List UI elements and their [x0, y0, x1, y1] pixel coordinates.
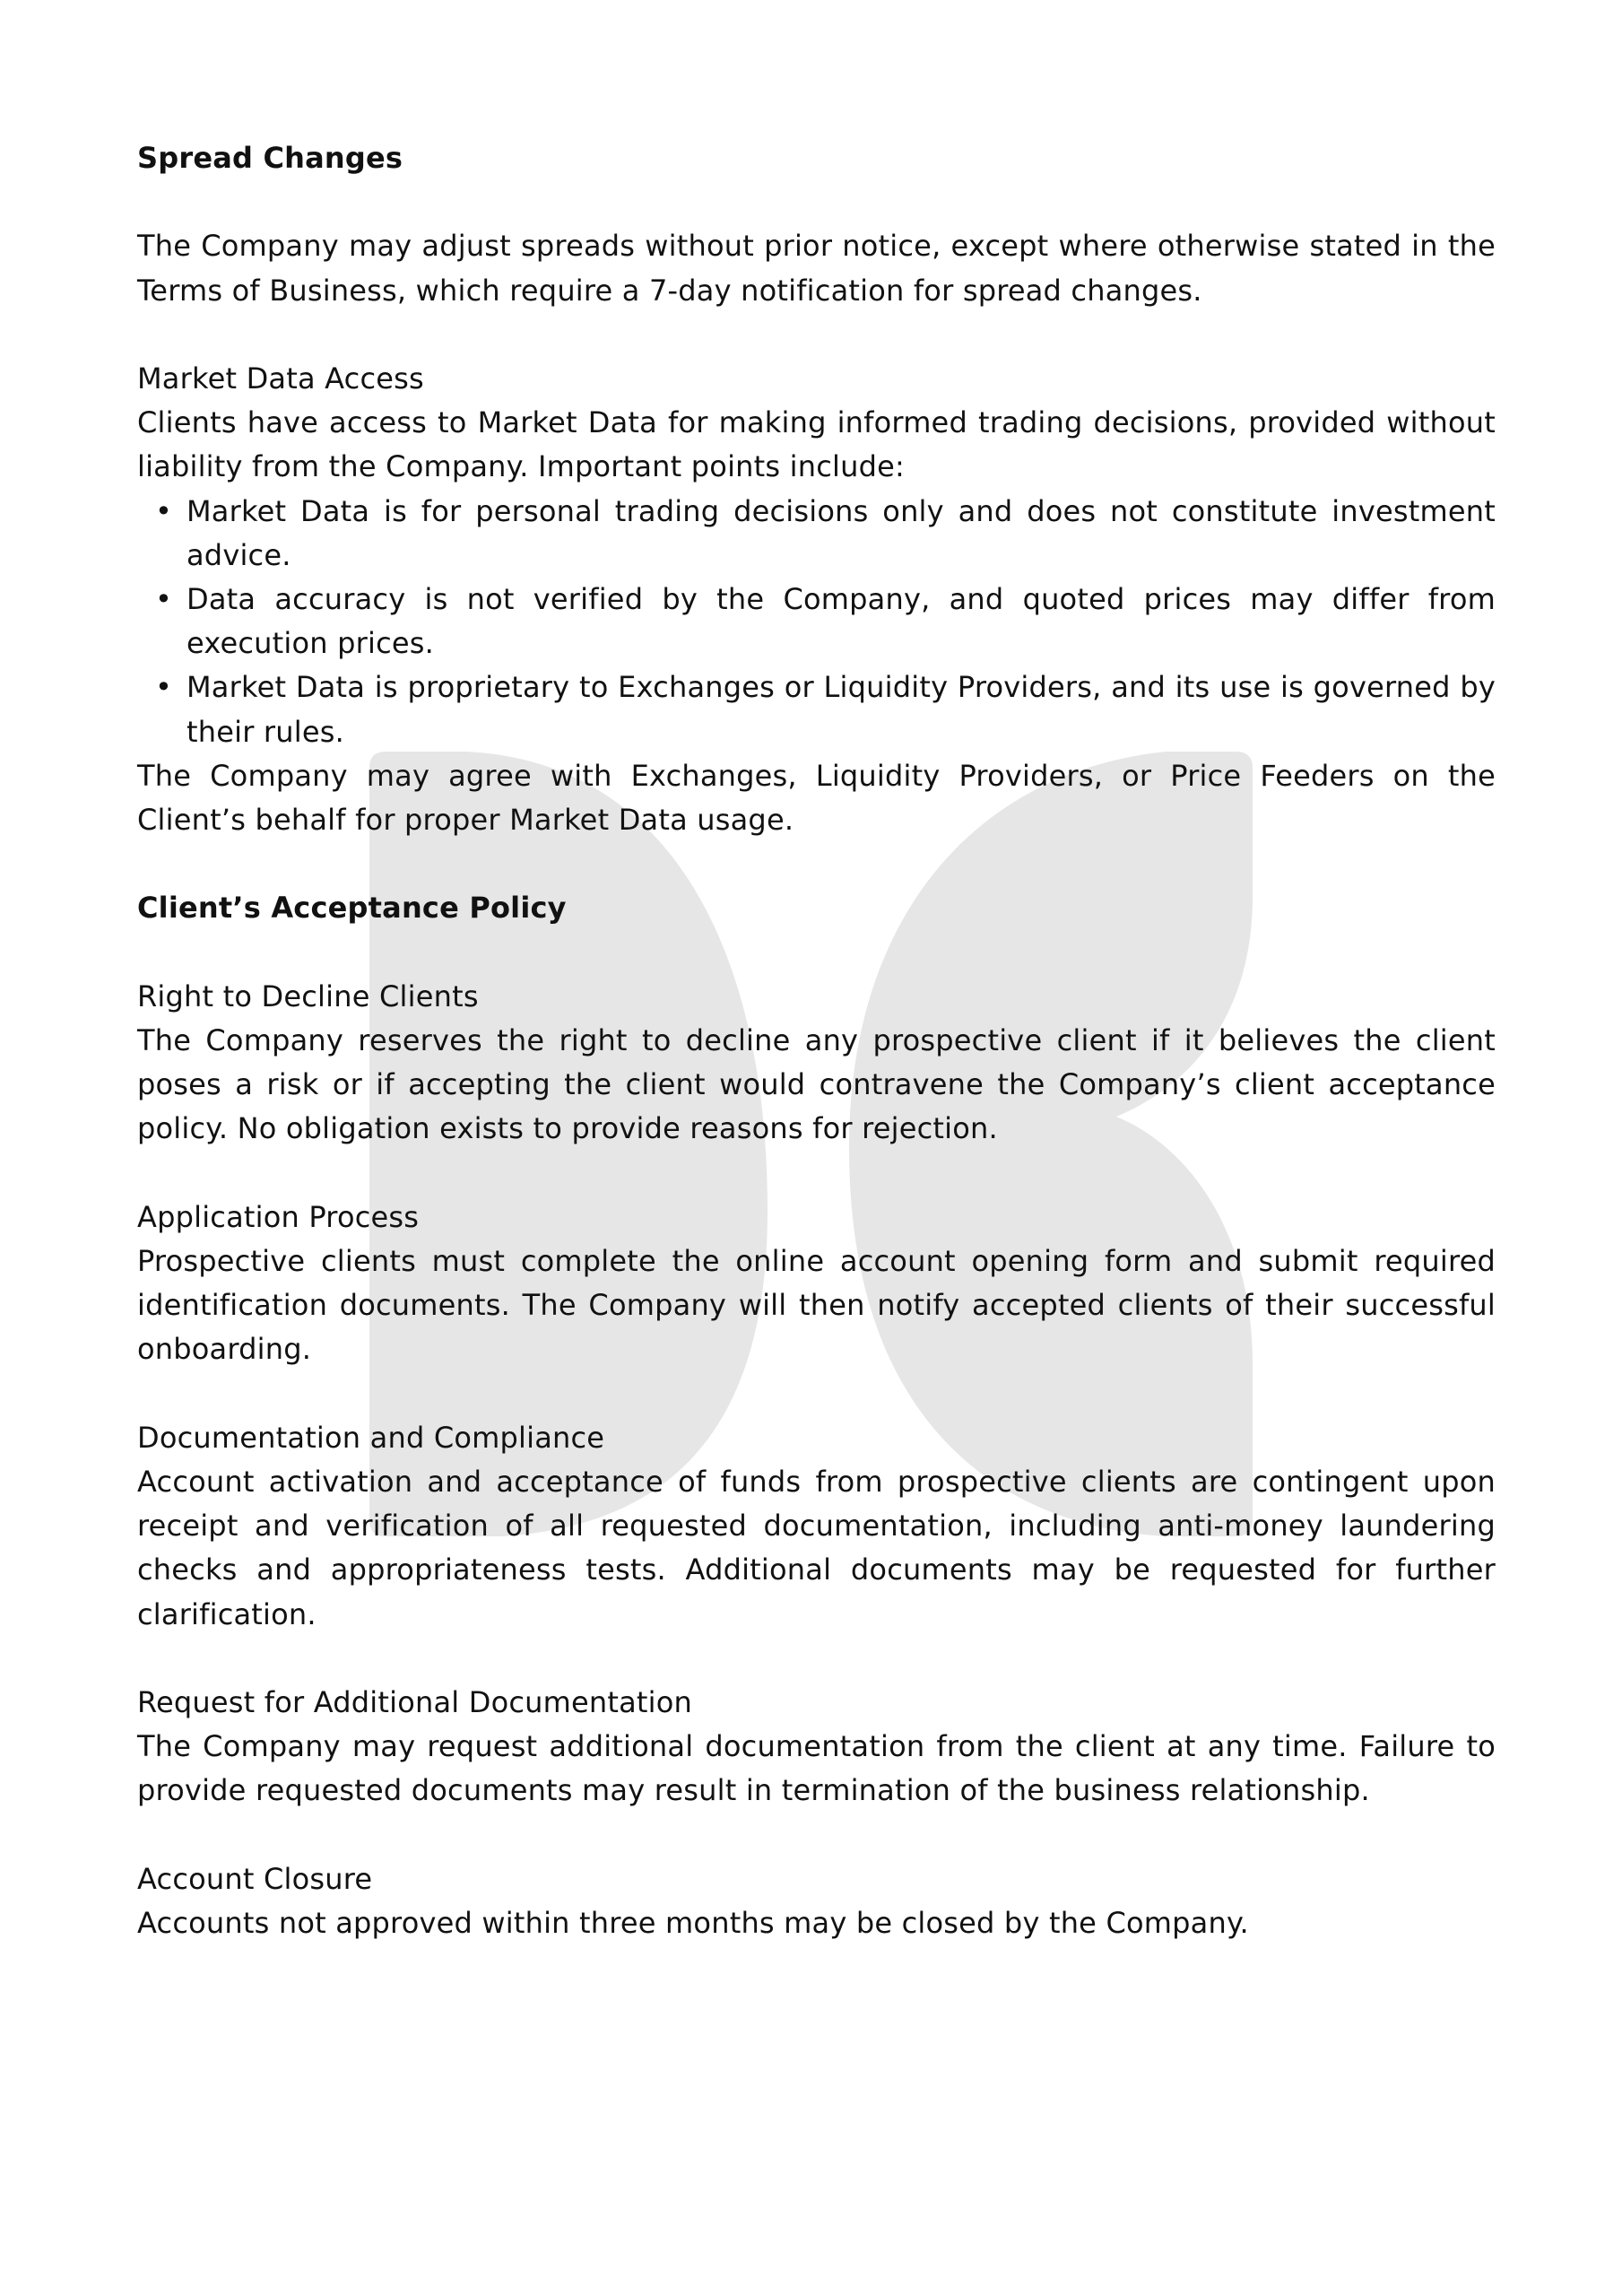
subheading-documentation-compliance: Documentation and Compliance	[137, 1420, 605, 1455]
list-item	[137, 490, 1496, 578]
spacer	[137, 180, 1496, 224]
document-page	[137, 136, 1496, 1945]
section-heading-client-acceptance-policy: Client’s Acceptance Policy	[137, 891, 567, 926]
list-item	[137, 578, 1496, 665]
paragraph-right-to-decline: The Company reserves the right to decline any prospective client if it believes the client poses a risk or if accepting the client would contravene the Company’s client acceptance policy. No obligation exists to provide reasons for rejection.	[137, 1023, 1496, 1146]
spacer	[137, 931, 1496, 975]
subheading-additional-documentation: Request for Additional Documentation	[137, 1685, 693, 1719]
list-item-text: Data accuracy is not verified by the Company, and quoted prices may differ from execution prices.	[186, 582, 1496, 661]
paragraph-market-data-intro: Clients have access to Market Data for making informed trading decisions, provided without liability from the Company. Important points include:	[137, 405, 1496, 484]
paragraph-application-process: Prospective clients must complete the online account opening form and submit required identification documents. The Company will then notify accepted clients of their successful onboarding.	[137, 1244, 1496, 1367]
bullet-icon: •	[155, 493, 173, 528]
spacer	[137, 1637, 1496, 1681]
subheading-application-process: Application Process	[137, 1199, 420, 1234]
spacer	[137, 842, 1496, 886]
paragraph-documentation-compliance: Account activation and acceptance of funds from prospective clients are contingent upon receipt and verification of all requested documentation, including anti-money laundering checks and appropriateness tests. Additional documents may be requested for further clarification.	[137, 1465, 1496, 1631]
list-item-text: Market Data is proprietary to Exchanges or Liquidity Providers, and its use is governed by their rules.	[186, 670, 1496, 749]
spacer	[137, 1813, 1496, 1857]
subheading-account-closure: Account Closure	[137, 1861, 373, 1896]
bullet-icon: •	[155, 670, 173, 705]
paragraph-account-closure: Accounts not approved within three months may be closed by the Company.	[137, 1906, 1249, 1940]
subheading-market-data-access: Market Data Access	[137, 361, 424, 396]
paragraph-spread-changes: The Company may adjust spreads without prior notice, except where otherwise stated in the Terms of Business, which require a 7-day notification for spread changes.	[137, 229, 1496, 308]
section-heading-spread-changes: Spread Changes	[137, 141, 403, 175]
subheading-right-to-decline: Right to Decline Clients	[137, 978, 479, 1013]
list-item-text: Market Data is for personal trading decisions only and does not constitute investment advice.	[186, 493, 1496, 572]
spacer	[137, 313, 1496, 357]
spacer	[137, 1152, 1496, 1196]
spacer	[137, 1372, 1496, 1416]
market-data-bullet-list	[137, 490, 1496, 754]
list-item	[137, 665, 1496, 753]
paragraph-market-data-outro: The Company may agree with Exchanges, Liquidity Providers, or Price Feeders on the Client’s behalf for proper Market Data usage.	[137, 758, 1496, 838]
bullet-icon: •	[155, 582, 173, 616]
paragraph-additional-documentation: The Company may request additional documentation from the client at any time. Failure to provide requested documents may result in termination of the business relationship.	[137, 1729, 1496, 1808]
